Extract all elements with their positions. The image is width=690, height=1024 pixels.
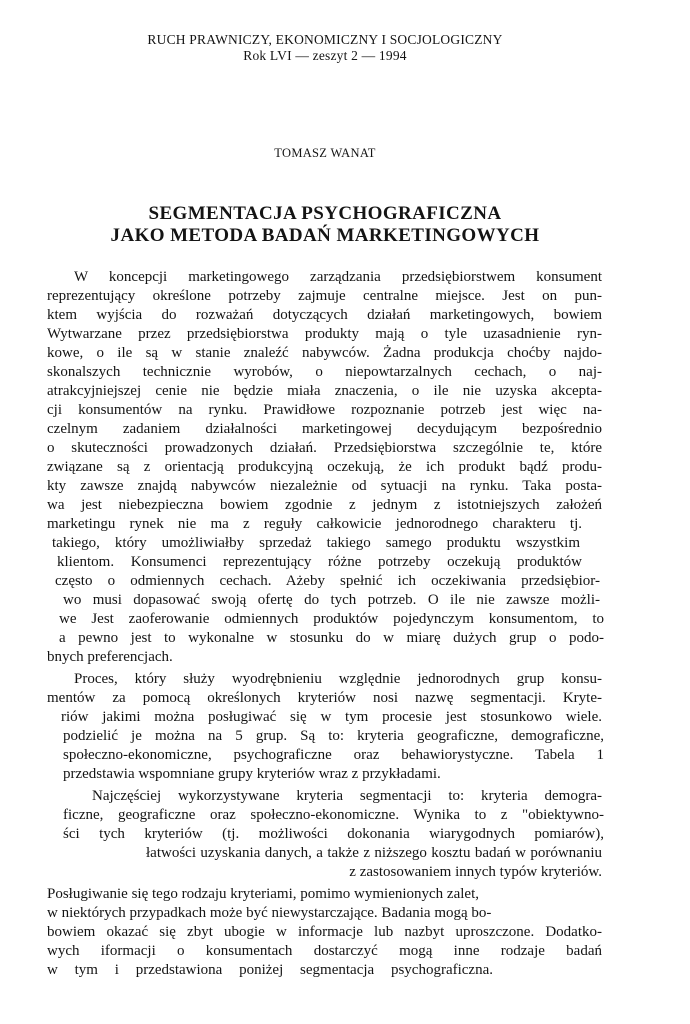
body-line: Proces, który służy wyodrębnieniu względnie jednorodnych grup konsu- — [74, 671, 602, 687]
body-line: kowe, o ile są w stanie znaleźć nabywców. Żadna produkcja choćby najdo- — [47, 345, 602, 361]
body-line: we Jest zaoferowanie odmiennych produktów pojedynczym konsumentom, to — [59, 611, 604, 627]
body-line: skonalszych technicznie wyrobów, o niepowtarzalnych cechach, o naj- — [47, 364, 602, 380]
body-line: podzielić je można na 5 grup. Są to: kryteria geograficzne, demograficzne, — [63, 728, 604, 744]
body-line: bowiem okazać się zbyt ubogie w informacje lub nazbyt uproszczone. Dodatko- — [47, 924, 602, 940]
body-line: łatwości uzyskania danych, a także z niższego kosztu badań w porównaniu — [146, 845, 602, 861]
body-line: ści tych kryteriów (tj. możliwości dokonania wiarygodnych pomiarów), — [63, 826, 604, 842]
body-line: bnych preferencjach. — [47, 649, 173, 665]
body-line: reprezentujący określone potrzeby zajmuje centralne miejsce. Jest on pun- — [47, 288, 602, 304]
body-line: W koncepcji marketingowego zarządzania przedsiębiorstwem konsument — [74, 269, 602, 285]
journal-title: RUCH PRAWNICZY, EKONOMICZNY I SOCJOLOGICZNY — [147, 32, 503, 47]
body-line: ktem wyjścia do rozważań dotyczących działań marketingowych, bowiem — [47, 307, 602, 323]
body-line: społeczno-ekonomiczne, psychograficzne oraz behawiorystyczne. Tabela 1 — [63, 747, 604, 763]
body-line: wo musi dopasować swoją ofertę do tych potrzeb. O ile nie zawsze możli- — [63, 592, 600, 608]
body-line: marketingu rynek nie ma z reguły całkowicie jednorodnego charakteru tj. — [47, 516, 582, 532]
body-line: z zastosowaniem innych typów kryteriów. — [349, 864, 602, 880]
journal-header — [0, 32, 650, 64]
body-line: atrakcyjniejszej cenie nie będzie miała znaczenia, o ile nie uzyska akcepta- — [47, 383, 602, 399]
body-line: związane są z orientacją produkcyjną oczekują, że ich produkt bądź produ- — [47, 459, 602, 475]
body-line: w niektórych przypadkach może być niewystarczające. Badania mogą bo- — [47, 905, 492, 921]
body-line: o skuteczności prowadzonych działań. Przedsiębiorstwa szczególnie te, które — [47, 440, 602, 456]
body-line: kty zawsze znajdą nabywców niezależnie od sytuacji na rynku. Taka posta- — [47, 478, 602, 494]
body-line: Wytwarzane przez przedsiębiorstwa produkty mają o tyle uzasadnienie ryn- — [47, 326, 602, 342]
body-line: a pewno jest to wykonalne w stosunku do w miarę dużych grup o podo- — [59, 630, 604, 646]
body-line: riów jakimi można posługiwać się w tym procesie jest stosunkowo wiele. — [61, 709, 602, 725]
body-line: ficzne, geograficzne oraz społeczno-ekonomiczne. Wynika to z "obiektywno- — [63, 807, 604, 823]
title-line: JAKO METODA BADAŃ MARKETINGOWYCH — [110, 225, 540, 246]
author-name: TOMASZ WANAT — [274, 146, 376, 160]
body-line: czelnym zadaniem działalności marketingowej decydującym bezpośrednio — [47, 421, 602, 437]
body-line: przedstawia wspomniane grupy kryteriów wraz z przykładami. — [63, 766, 441, 782]
title-line: SEGMENTACJA PSYCHOGRAFICZNA — [148, 203, 502, 224]
body-line: często o odmiennych cechach. Ażeby spełnić ich oczekiwania przedsiębior- — [55, 573, 600, 589]
article-title — [0, 203, 650, 247]
journal-issue: Rok LVI — zeszyt 2 — 1994 — [243, 48, 407, 63]
body-line: mentów za pomocą określonych kryteriów nosi nazwę segmentacji. Kryte- — [47, 690, 602, 706]
body-line: Posługiwanie się tego rodzaju kryteriami, pomimo wymienionych zalet, — [47, 886, 479, 902]
body-line: w tym i przedstawiona poniżej segmentacja psychograficzna. — [47, 962, 493, 978]
body-line: takiego, który umożliwiałby sprzedaż takiego samego produktu wszystkim — [52, 535, 580, 551]
body-line: wa jest niebezpieczna bowiem zgodnie z jednym z istotniejszych założeń — [47, 497, 602, 513]
body-line: wych iformacji o konsumentach dostarczyć mogą inne rodzaje badań — [47, 943, 602, 959]
body-line: cji konsumentów na rynku. Prawidłowe rozpoznanie potrzeb jest więc na- — [47, 402, 602, 418]
body-line: klientom. Konsumenci reprezentujący różne potrzeby oczekują produktów — [57, 554, 582, 570]
body-line: Najczęściej wykorzystywane kryteria segmentacji to: kryteria demogra- — [92, 788, 602, 804]
